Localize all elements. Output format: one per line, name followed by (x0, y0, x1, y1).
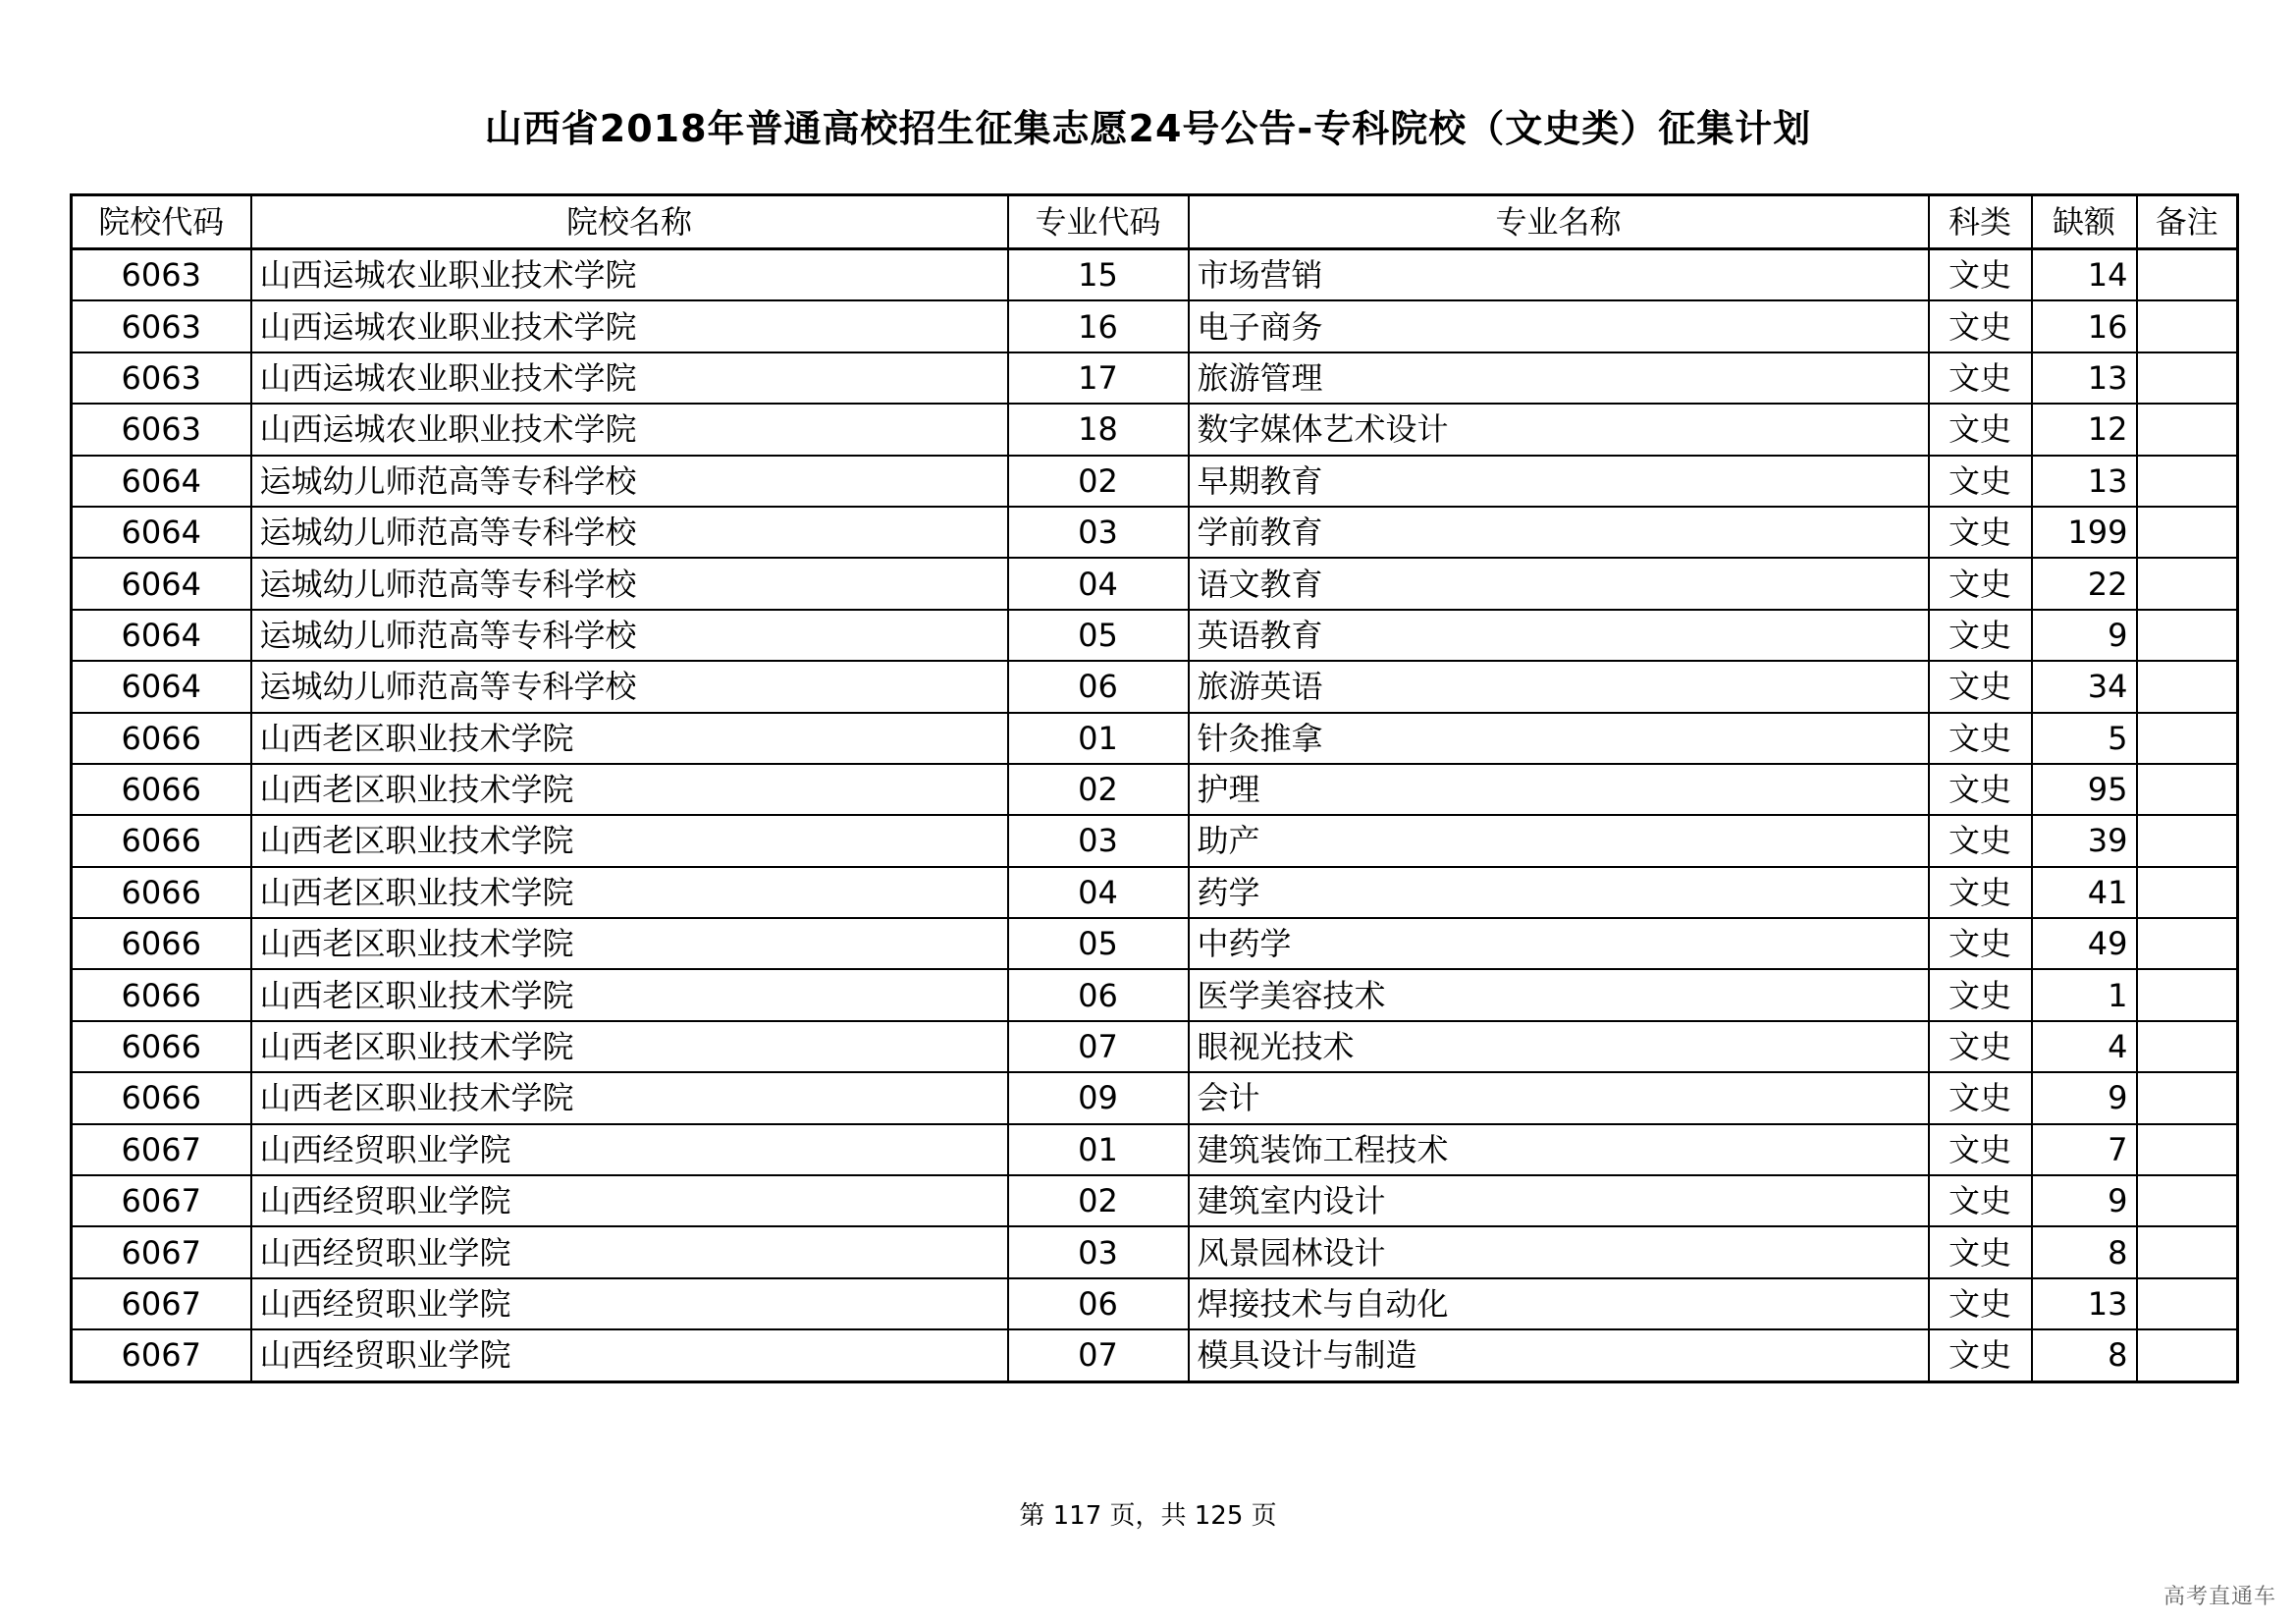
major-code-cell: 07 (1008, 1021, 1189, 1072)
major-name-cell: 旅游管理 (1189, 352, 1929, 404)
major-code-cell: 09 (1008, 1072, 1189, 1123)
vacancy-cell: 34 (2032, 661, 2137, 712)
vacancy-cell: 4 (2032, 1021, 2137, 1072)
category-cell: 文史 (1929, 1278, 2032, 1329)
school-code-cell: 6067 (72, 1124, 251, 1175)
major-name-cell: 建筑室内设计 (1189, 1175, 1929, 1226)
remarks-cell (2137, 404, 2238, 455)
school-code-cell: 6063 (72, 300, 251, 352)
school-name-cell: 山西老区职业技术学院 (251, 764, 1008, 815)
major-code-cell: 06 (1008, 1278, 1189, 1329)
major-code-cell: 07 (1008, 1329, 1189, 1381)
table-row (72, 249, 2238, 301)
major-name-cell: 眼视光技术 (1189, 1021, 1929, 1072)
header-vacancy: 缺额 (2032, 195, 2137, 249)
school-code-cell: 6063 (72, 404, 251, 455)
category-cell: 文史 (1929, 969, 2032, 1020)
school-code-cell: 6064 (72, 610, 251, 661)
table-row (72, 713, 2238, 764)
major-name-cell: 市场营销 (1189, 249, 1929, 301)
major-name-cell: 电子商务 (1189, 300, 1929, 352)
header-major-code: 专业代码 (1008, 195, 1189, 249)
header-school-name: 院校名称 (251, 195, 1008, 249)
remarks-cell (2137, 1278, 2238, 1329)
vacancy-cell: 8 (2032, 1329, 2137, 1381)
header-school-code: 院校代码 (72, 195, 251, 249)
major-name-cell: 药学 (1189, 867, 1929, 918)
major-name-cell: 早期教育 (1189, 456, 1929, 507)
category-cell: 文史 (1929, 404, 2032, 455)
major-name-cell: 助产 (1189, 815, 1929, 866)
major-name-cell: 焊接技术与自动化 (1189, 1278, 1929, 1329)
remarks-cell (2137, 300, 2238, 352)
major-code-cell: 03 (1008, 1226, 1189, 1277)
school-name-cell: 运城幼儿师范高等专科学校 (251, 661, 1008, 712)
major-code-cell: 17 (1008, 352, 1189, 404)
header-remarks: 备注 (2137, 195, 2238, 249)
major-code-cell: 06 (1008, 661, 1189, 712)
vacancy-cell: 14 (2032, 249, 2137, 301)
major-code-cell: 02 (1008, 456, 1189, 507)
table-row (72, 404, 2238, 455)
vacancy-cell: 13 (2032, 352, 2137, 404)
table-row (72, 815, 2238, 866)
remarks-cell (2137, 456, 2238, 507)
remarks-cell (2137, 1072, 2238, 1123)
major-code-cell: 18 (1008, 404, 1189, 455)
vacancy-cell: 13 (2032, 1278, 2137, 1329)
major-name-cell: 建筑装饰工程技术 (1189, 1124, 1929, 1175)
major-name-cell: 中药学 (1189, 918, 1929, 969)
category-cell: 文史 (1929, 507, 2032, 558)
major-code-cell: 16 (1008, 300, 1189, 352)
remarks-cell (2137, 610, 2238, 661)
remarks-cell (2137, 249, 2238, 301)
major-name-cell: 模具设计与制造 (1189, 1329, 1929, 1381)
vacancy-cell: 9 (2032, 1175, 2137, 1226)
category-cell: 文史 (1929, 558, 2032, 609)
header-major-name: 专业名称 (1189, 195, 1929, 249)
category-cell: 文史 (1929, 1124, 2032, 1175)
vacancy-cell: 1 (2032, 969, 2137, 1020)
watermark: 高考直通车 (2163, 1585, 2276, 1609)
table-row (72, 558, 2238, 609)
vacancy-cell: 22 (2032, 558, 2137, 609)
school-name-cell: 山西经贸职业学院 (251, 1124, 1008, 1175)
vacancy-cell: 49 (2032, 918, 2137, 969)
major-name-cell: 针灸推拿 (1189, 713, 1929, 764)
school-code-cell: 6066 (72, 713, 251, 764)
table-row (72, 456, 2238, 507)
table-row (72, 1329, 2238, 1381)
enrollment-plan-table (70, 193, 2239, 1383)
major-code-cell: 05 (1008, 918, 1189, 969)
major-code-cell: 01 (1008, 713, 1189, 764)
category-cell: 文史 (1929, 300, 2032, 352)
school-code-cell: 6067 (72, 1329, 251, 1381)
major-code-cell: 06 (1008, 969, 1189, 1020)
category-cell: 文史 (1929, 610, 2032, 661)
vacancy-cell: 41 (2032, 867, 2137, 918)
major-name-cell: 旅游英语 (1189, 661, 1929, 712)
remarks-cell (2137, 969, 2238, 1020)
remarks-cell (2137, 1329, 2238, 1381)
school-code-cell: 6064 (72, 661, 251, 712)
school-name-cell: 运城幼儿师范高等专科学校 (251, 507, 1008, 558)
table-row (72, 969, 2238, 1020)
school-name-cell: 运城幼儿师范高等专科学校 (251, 456, 1008, 507)
school-code-cell: 6066 (72, 1021, 251, 1072)
major-name-cell: 医学美容技术 (1189, 969, 1929, 1020)
table-row (72, 1226, 2238, 1277)
category-cell: 文史 (1929, 713, 2032, 764)
school-name-cell: 山西运城农业职业技术学院 (251, 404, 1008, 455)
school-name-cell: 运城幼儿师范高等专科学校 (251, 558, 1008, 609)
major-code-cell: 02 (1008, 1175, 1189, 1226)
school-name-cell: 山西老区职业技术学院 (251, 1072, 1008, 1123)
remarks-cell (2137, 867, 2238, 918)
major-name-cell: 语文教育 (1189, 558, 1929, 609)
remarks-cell (2137, 558, 2238, 609)
remarks-cell (2137, 713, 2238, 764)
school-code-cell: 6066 (72, 918, 251, 969)
major-name-cell: 风景园林设计 (1189, 1226, 1929, 1277)
school-code-cell: 6066 (72, 815, 251, 866)
school-name-cell: 山西老区职业技术学院 (251, 918, 1008, 969)
category-cell: 文史 (1929, 867, 2032, 918)
school-name-cell: 山西经贸职业学院 (251, 1175, 1008, 1226)
vacancy-cell: 16 (2032, 300, 2137, 352)
school-name-cell: 山西老区职业技术学院 (251, 867, 1008, 918)
vacancy-cell: 9 (2032, 610, 2137, 661)
school-code-cell: 6064 (72, 558, 251, 609)
table-row (72, 507, 2238, 558)
category-cell: 文史 (1929, 1226, 2032, 1277)
remarks-cell (2137, 815, 2238, 866)
school-code-cell: 6066 (72, 764, 251, 815)
category-cell: 文史 (1929, 1175, 2032, 1226)
category-cell: 文史 (1929, 918, 2032, 969)
major-name-cell: 英语教育 (1189, 610, 1929, 661)
vacancy-cell: 12 (2032, 404, 2137, 455)
table-row (72, 764, 2238, 815)
major-name-cell: 会计 (1189, 1072, 1929, 1123)
major-code-cell: 05 (1008, 610, 1189, 661)
school-code-cell: 6064 (72, 507, 251, 558)
school-code-cell: 6066 (72, 867, 251, 918)
table-row (72, 610, 2238, 661)
table-row (72, 1124, 2238, 1175)
major-code-cell: 02 (1008, 764, 1189, 815)
category-cell: 文史 (1929, 1329, 2032, 1381)
school-name-cell: 运城幼儿师范高等专科学校 (251, 610, 1008, 661)
major-code-cell: 04 (1008, 867, 1189, 918)
school-code-cell: 6063 (72, 249, 251, 301)
vacancy-cell: 8 (2032, 1226, 2137, 1277)
school-code-cell: 6066 (72, 1072, 251, 1123)
remarks-cell (2137, 661, 2238, 712)
remarks-cell (2137, 1175, 2238, 1226)
page-number: 第 117 页，共 125 页 (1019, 1501, 1277, 1531)
category-cell: 文史 (1929, 661, 2032, 712)
page-title: 山西省2018年普通高校招生征集志愿24号公告-专科院校（文史类）征集计划 (484, 107, 1812, 150)
category-cell: 文史 (1929, 249, 2032, 301)
table-row (72, 867, 2238, 918)
table-row (72, 1278, 2238, 1329)
major-code-cell: 03 (1008, 815, 1189, 866)
school-code-cell: 6066 (72, 969, 251, 1020)
vacancy-cell: 9 (2032, 1072, 2137, 1123)
major-name-cell: 学前教育 (1189, 507, 1929, 558)
table-row (72, 661, 2238, 712)
school-code-cell: 6067 (72, 1226, 251, 1277)
school-name-cell: 山西经贸职业学院 (251, 1329, 1008, 1381)
school-code-cell: 6063 (72, 352, 251, 404)
category-cell: 文史 (1929, 764, 2032, 815)
remarks-cell (2137, 507, 2238, 558)
table-row (72, 918, 2238, 969)
remarks-cell (2137, 352, 2238, 404)
table-row (72, 352, 2238, 404)
school-code-cell: 6067 (72, 1175, 251, 1226)
school-name-cell: 山西老区职业技术学院 (251, 969, 1008, 1020)
category-cell: 文史 (1929, 1072, 2032, 1123)
vacancy-cell: 39 (2032, 815, 2137, 866)
vacancy-cell: 199 (2032, 507, 2137, 558)
table-row (72, 300, 2238, 352)
school-name-cell: 山西老区职业技术学院 (251, 815, 1008, 866)
school-code-cell: 6064 (72, 456, 251, 507)
major-name-cell: 护理 (1189, 764, 1929, 815)
table-row (72, 1021, 2238, 1072)
table-header-row (72, 195, 2238, 249)
major-code-cell: 15 (1008, 249, 1189, 301)
major-code-cell: 01 (1008, 1124, 1189, 1175)
remarks-cell (2137, 1021, 2238, 1072)
major-name-cell: 数字媒体艺术设计 (1189, 404, 1929, 455)
remarks-cell (2137, 1124, 2238, 1175)
school-name-cell: 山西经贸职业学院 (251, 1226, 1008, 1277)
school-name-cell: 山西老区职业技术学院 (251, 1021, 1008, 1072)
school-code-cell: 6067 (72, 1278, 251, 1329)
remarks-cell (2137, 918, 2238, 969)
school-name-cell: 山西运城农业职业技术学院 (251, 249, 1008, 301)
vacancy-cell: 5 (2032, 713, 2137, 764)
remarks-cell (2137, 1226, 2238, 1277)
header-category: 科类 (1929, 195, 2032, 249)
school-name-cell: 山西运城农业职业技术学院 (251, 300, 1008, 352)
category-cell: 文史 (1929, 815, 2032, 866)
vacancy-cell: 13 (2032, 456, 2137, 507)
vacancy-cell: 7 (2032, 1124, 2137, 1175)
major-code-cell: 03 (1008, 507, 1189, 558)
category-cell: 文史 (1929, 456, 2032, 507)
category-cell: 文史 (1929, 352, 2032, 404)
remarks-cell (2137, 764, 2238, 815)
category-cell: 文史 (1929, 1021, 2032, 1072)
school-name-cell: 山西经贸职业学院 (251, 1278, 1008, 1329)
major-code-cell: 04 (1008, 558, 1189, 609)
school-name-cell: 山西运城农业职业技术学院 (251, 352, 1008, 404)
table-row (72, 1175, 2238, 1226)
vacancy-cell: 95 (2032, 764, 2137, 815)
table-row (72, 1072, 2238, 1123)
school-name-cell: 山西老区职业技术学院 (251, 713, 1008, 764)
